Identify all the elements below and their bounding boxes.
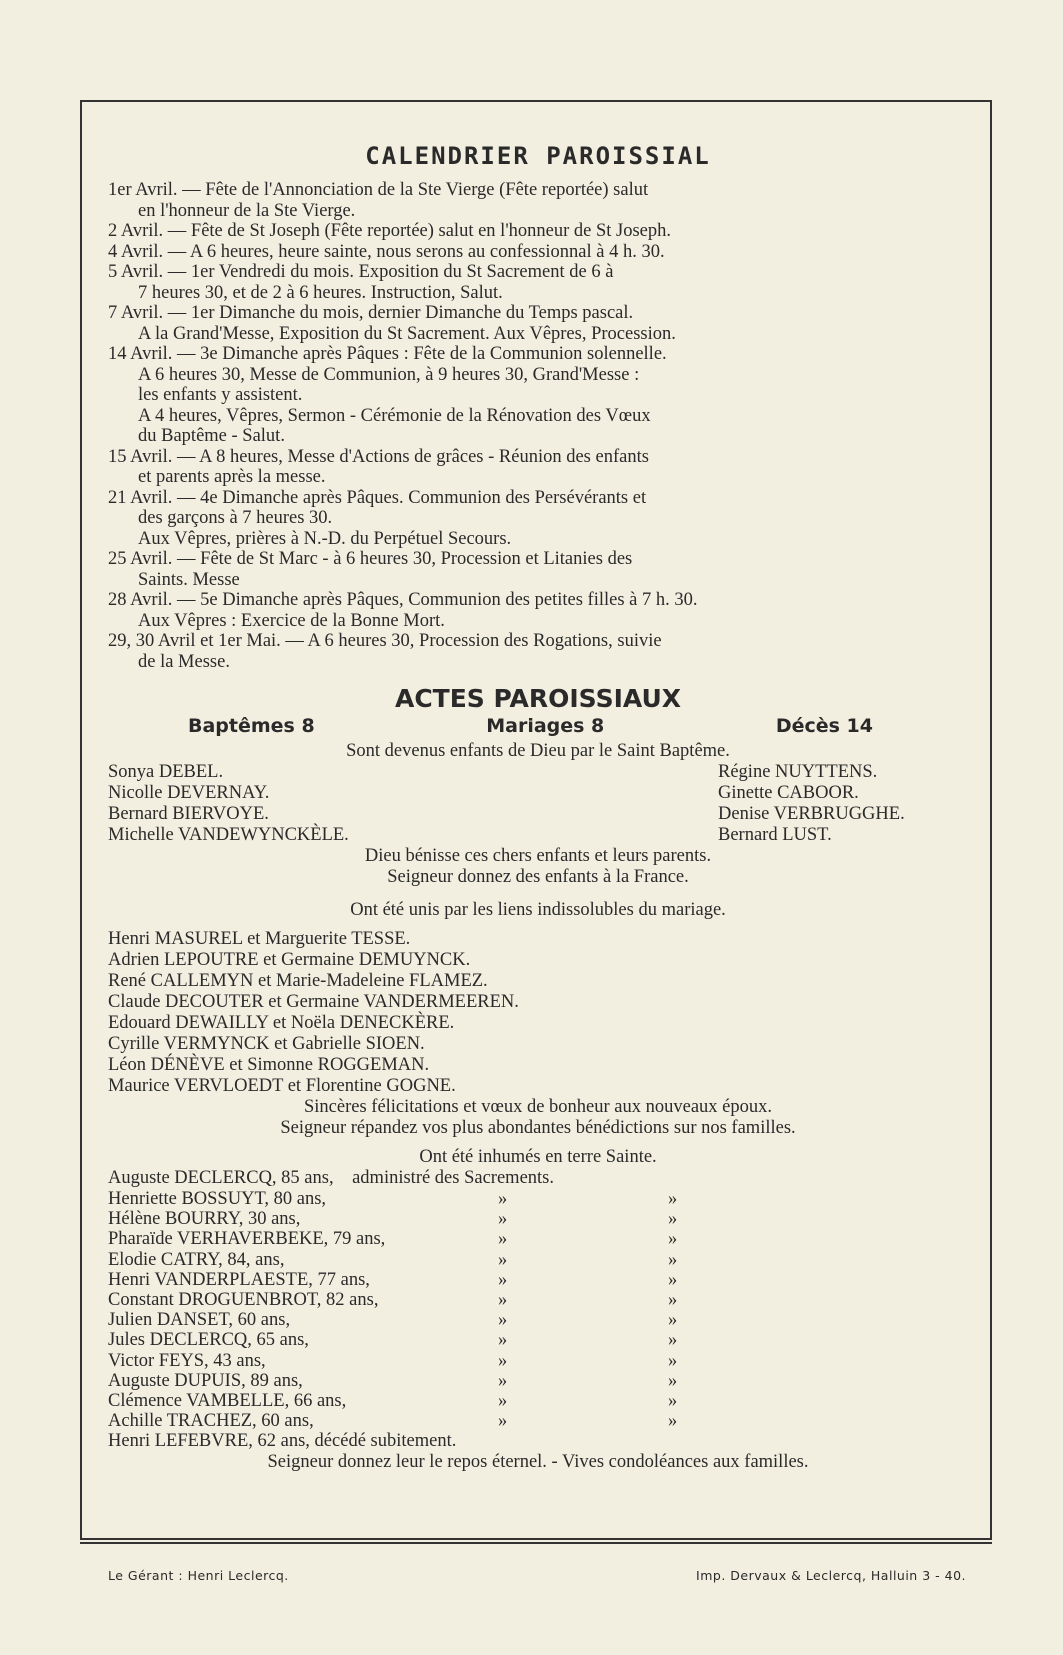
list-item: Nicolle DEVERNAY.: [108, 783, 270, 803]
calendar-entry: [108, 180, 968, 221]
ditto-mark: »: [498, 1330, 508, 1351]
calendar-entry-first-line: 21 Avril. — 4e Dimanche après Pâques. Communion des Persévérants et: [108, 487, 647, 508]
footer: [108, 1568, 966, 1583]
mariages-list: [108, 929, 968, 1097]
ditto-mark: »: [668, 1411, 678, 1432]
list-item: Michelle VANDEWYNCKÈLE.: [108, 825, 349, 845]
ditto-mark: »: [498, 1411, 508, 1432]
calendar-entry-first-line: 15 Avril. — A 8 heures, Messe d'Actions de grâces - Réunion des enfants: [108, 446, 649, 467]
baptemes-closing-2: Seigneur donnez des enfants à la France.: [387, 867, 689, 887]
baptemes-right-column: [718, 762, 968, 846]
deces-name: Auguste DECLERCQ, 85 ans,: [108, 1168, 334, 1188]
calendar-entry-continuation: Saints. Messe: [138, 569, 240, 590]
list-item: Adrien LEPOUTRE et Germaine DEMUYNCK.: [108, 950, 471, 970]
list-item: Léon DÉNÈVE et Simonne ROGGEMAN.: [108, 1055, 430, 1075]
table-row: [108, 1189, 968, 1209]
calendar-entry-continuation: les enfants y assistent.: [138, 385, 303, 405]
calendar-entry-continuation: en l'honneur de la Ste Vierge.: [138, 200, 356, 221]
deces-name: Hélène BOURRY, 30 ans,: [108, 1209, 301, 1230]
calendar-entry-continuation: A 6 heures 30, Messe de Communion, à 9 heures 30, Grand'Messe :: [138, 364, 640, 385]
ditto-mark: »: [668, 1370, 678, 1391]
calendar-entry-continuation: des garçons à 7 heures 30.: [138, 508, 333, 528]
baptemes-list: [108, 762, 968, 846]
calendar-entries: [108, 180, 968, 672]
list-item: Claude DECOUTER et Germaine VANDERMEEREN.: [108, 992, 519, 1012]
baptemes-closing-1: Dieu bénisse ces chers enfants et leurs parents.: [364, 846, 712, 866]
page-frame: [80, 100, 992, 1540]
table-row: [108, 1290, 968, 1310]
calendar-entry: [108, 631, 968, 672]
ditto-mark: »: [498, 1209, 508, 1230]
list-item: Denise VERBRUGGHE.: [718, 804, 905, 824]
footer-imprimeur: Imp. Dervaux & Leclercq, Halluin 3 - 40.: [696, 1568, 966, 1583]
ditto-mark: »: [668, 1249, 678, 1270]
calendar-entry-first-line: 1er Avril. — Fête de l'Annonciation de la Ste Vierge (Fête reportée) salut: [108, 180, 649, 200]
calendar-entry: [108, 590, 968, 631]
table-row: [108, 1330, 968, 1350]
ditto-mark: »: [668, 1189, 678, 1209]
baptemes-count: Baptêmes 8: [188, 715, 315, 737]
table-row: [108, 1229, 968, 1249]
ditto-mark: »: [498, 1391, 508, 1412]
table-row: [108, 1391, 968, 1411]
deces-list: [108, 1168, 968, 1452]
ditto-mark: »: [668, 1229, 678, 1250]
mariages-closing-2: Seigneur répandez vos plus abondantes bénédictions sur nos familles.: [280, 1118, 796, 1138]
table-row: [108, 1209, 968, 1229]
baptemes-left-column: [108, 762, 718, 846]
ditto-mark: »: [498, 1350, 508, 1371]
ditto-mark: »: [668, 1209, 678, 1230]
actes-counts: [108, 715, 968, 737]
list-item: Bernard BIERVOYE.: [108, 804, 269, 824]
calendar-entry: [108, 242, 968, 263]
deces-name: Henri VANDERPLAESTE, 77 ans,: [108, 1269, 370, 1290]
ditto-mark: »: [498, 1229, 508, 1250]
ditto-mark: »: [668, 1350, 678, 1371]
deces-name: Elodie CATRY, 84, ans,: [108, 1249, 285, 1270]
list-item: [108, 1168, 968, 1189]
list-item: Maurice VERVLOEDT et Florentine GOGNE.: [108, 1076, 456, 1096]
calendar-entry: [108, 303, 968, 344]
list-item: Henri LEFEBVRE, 62 ans, décédé subitement.: [108, 1431, 457, 1452]
calendar-entry-continuation: A la Grand'Messe, Exposition du St Sacrement. Aux Vêpres, Procession.: [138, 323, 676, 344]
calendar-entry: [108, 488, 968, 550]
list-item: Régine NUYTTENS.: [718, 762, 878, 782]
ditto-mark: »: [668, 1290, 678, 1311]
deces-name: Pharaïde VERHAVERBEKE, 79 ans,: [108, 1229, 386, 1250]
calendar-entry: [108, 262, 968, 303]
table-row: [108, 1270, 968, 1290]
calendar-entry-continuation: du Baptême - Salut.: [138, 426, 285, 446]
calendar-entry-first-line: 14 Avril. — 3e Dimanche après Pâques : Fête de la Communion solennelle.: [108, 344, 667, 364]
ditto-mark: »: [498, 1269, 508, 1290]
ditto-mark: »: [498, 1310, 508, 1331]
table-row: [108, 1351, 968, 1371]
calendar-entry-first-line: 4 Avril. — A 6 heures, heure sainte, nous serons au confessionnal à 4 h. 30.: [108, 241, 665, 262]
list-item: Cyrille VERMYNCK et Gabrielle SIOEN.: [108, 1034, 425, 1054]
calendar-entry-first-line: 29, 30 Avril et 1er Mai. — A 6 heures 30, Procession des Rogations, suivie: [108, 631, 662, 651]
calendar-entry: [108, 221, 968, 242]
ditto-mark: »: [668, 1310, 678, 1331]
mariages-closing-1: Sincères félicitations et vœux de bonheur aux nouveaux époux.: [303, 1097, 773, 1117]
list-item: Henri MASUREL et Marguerite TESSE.: [108, 929, 411, 949]
ditto-mark: »: [668, 1391, 678, 1412]
calendar-entry-first-line: 7 Avril. — 1er Dimanche du mois, dernier Dimanche du Temps pascal.: [108, 303, 634, 323]
deces-count: Décès 14: [775, 715, 873, 737]
calendar-entry-continuation: A 4 heures, Vêpres, Sermon - Cérémonie de la Rénovation des Vœux: [138, 405, 651, 426]
deces-name: Achille TRACHEZ, 60 ans,: [108, 1411, 314, 1432]
deces-closing: Seigneur donnez leur le repos éternel. - Vives condoléances aux familles.: [267, 1452, 809, 1473]
calendar-title: CALENDRIER PAROISSIAL: [365, 142, 711, 170]
calendar-entry-continuation: de la Messe.: [138, 651, 230, 672]
calendar-entry: [108, 344, 968, 447]
calendar-entry-continuation: et parents après la messe.: [138, 467, 326, 487]
calendar-entry-continuation: Aux Vêpres, prières à N.-D. du Perpétuel Secours.: [138, 528, 512, 549]
deces-rows: [108, 1189, 968, 1431]
calendar-entry-continuation: Aux Vêpres : Exercice de la Bonne Mort.: [138, 610, 445, 631]
list-item: Bernard LUST.: [718, 825, 832, 845]
deces-name: Jules DECLERCQ, 65 ans,: [108, 1330, 309, 1351]
deces-name: Julien DANSET, 60 ans,: [108, 1310, 291, 1331]
calendar-entry: [108, 447, 968, 488]
deces-name: Constant DROGUENBROT, 82 ans,: [108, 1290, 379, 1311]
calendar-entry-first-line: 5 Avril. — 1er Vendredi du mois. Exposition du St Sacrement de 6 à: [108, 262, 614, 282]
calendar-entry: [108, 549, 968, 590]
bulletin-content: [108, 142, 968, 1473]
calendar-entry-first-line: 25 Avril. — Fête de St Marc - à 6 heures 30, Procession et Litanies des: [108, 549, 633, 569]
list-item: Ginette CABOOR.: [718, 783, 859, 803]
deces-name: Henriette BOSSUYT, 80 ans,: [108, 1189, 327, 1209]
deces-name: Auguste DUPUIS, 89 ans,: [108, 1370, 303, 1391]
mariages-intro: Ont été unis par les liens indissolubles du mariage.: [350, 900, 726, 920]
list-item: Edouard DEWAILLY et Noëla DENECKÈRE.: [108, 1013, 455, 1033]
calendar-entry-continuation: 7 heures 30, et de 2 à 6 heures. Instruction, Salut.: [138, 282, 503, 303]
deces-name: Clémence VAMBELLE, 66 ans,: [108, 1391, 347, 1412]
table-row: [108, 1310, 968, 1330]
deces-name: Victor FEYS, 43 ans,: [108, 1350, 266, 1371]
calendar-entry-first-line: 2 Avril. — Fête de St Joseph (Fête reportée) salut en l'honneur de St Joseph.: [108, 221, 672, 241]
footer-gerant: Le Gérant : Henri Leclercq.: [108, 1568, 289, 1583]
ditto-mark: »: [498, 1290, 508, 1311]
baptemes-intro: Sont devenus enfants de Dieu par le Saint Baptême.: [346, 741, 730, 761]
table-row: [108, 1411, 968, 1431]
ditto-mark: »: [668, 1330, 678, 1351]
ditto-mark: »: [498, 1370, 508, 1391]
deces-intro: Ont été inhumés en terre Sainte.: [419, 1147, 657, 1167]
ditto-mark: »: [498, 1189, 508, 1209]
deces-note: administré des Sacrements.: [352, 1168, 554, 1188]
table-row: [108, 1371, 968, 1391]
mariages-count: Mariages 8: [486, 715, 605, 737]
list-item: René CALLEMYN et Marie-Madeleine FLAMEZ.: [108, 971, 488, 991]
actes-title: ACTES PAROISSIAUX: [394, 684, 682, 713]
table-row: [108, 1250, 968, 1270]
list-item: Sonya DEBEL.: [108, 762, 224, 782]
ditto-mark: »: [498, 1249, 508, 1270]
calendar-entry-first-line: 28 Avril. — 5e Dimanche après Pâques, Communion des petites filles à 7 h. 30.: [108, 590, 698, 610]
ditto-mark: »: [668, 1269, 678, 1290]
